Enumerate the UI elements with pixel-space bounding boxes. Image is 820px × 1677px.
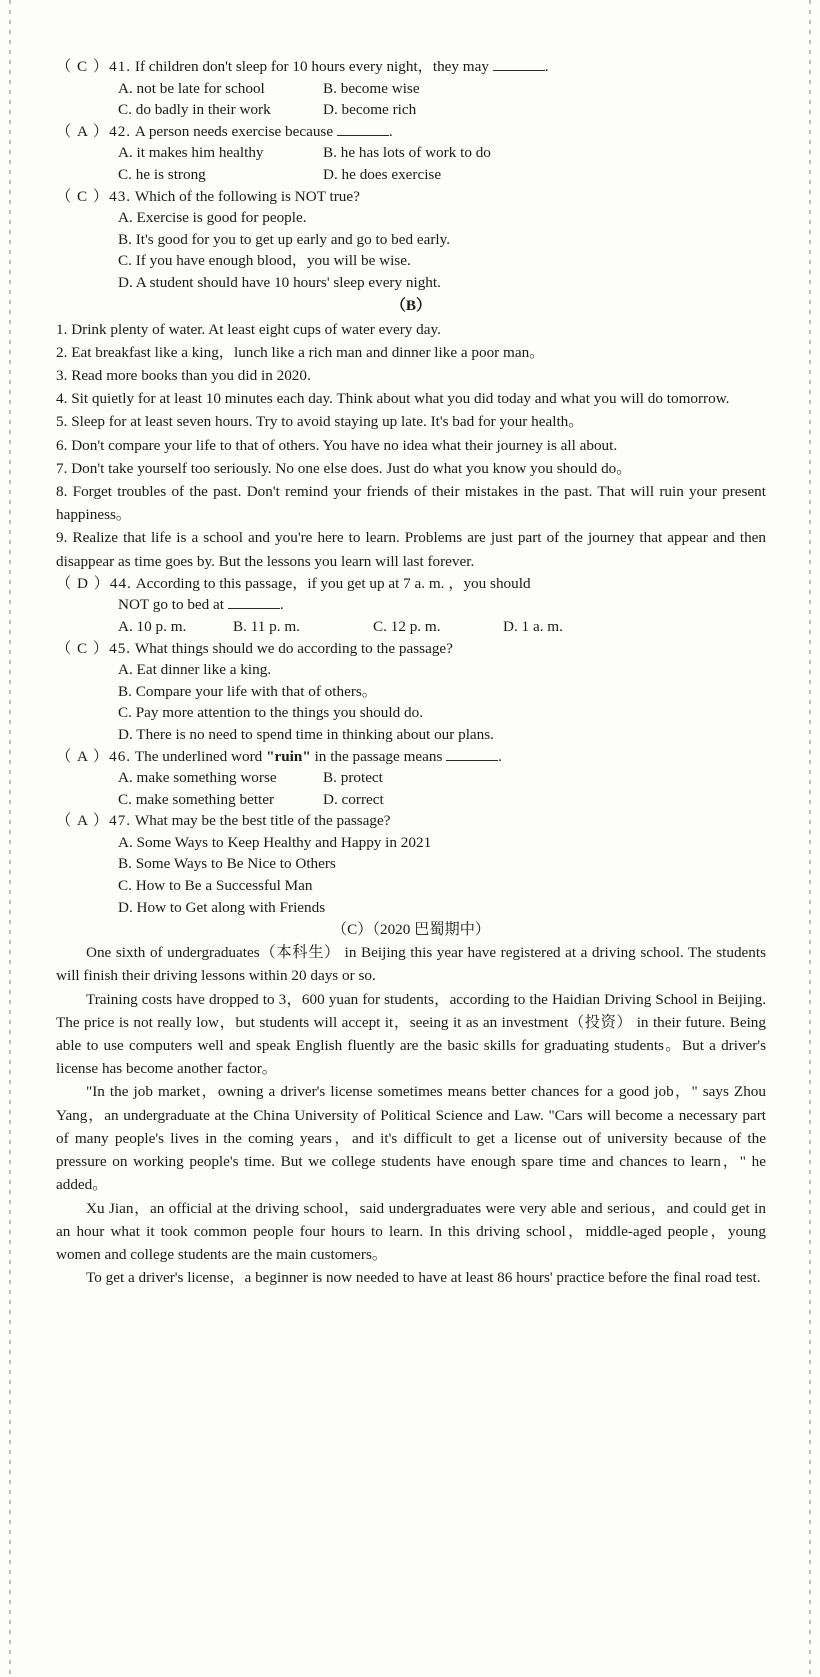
question-41-options-row1 (56, 78, 766, 100)
left-margin-dots (9, 0, 11, 1677)
passage-b-item-9: 9. Realize that life is a school and you're here to learn. Problems are just part of the journey that appear and then disappear as time goes by. But the lessons you learn will last forever. (56, 529, 766, 570)
passage-c-paragraph-3: "In the job market，owning a driver's license sometimes means better chances for a good job，" says Zhou Yang，an undergraduate at the China University of Political Science and Law. "Cars will become a necessary part of many people's lives in the coming years，and it's difficult to get a license out of university because of the pressure on working people's time. But we college students have enough spare time and chances to learn，" he added。 (56, 1083, 766, 1194)
question-42-options-row1 (56, 142, 766, 164)
question-41-blank (493, 57, 545, 71)
section-b-heading: （B） (390, 296, 432, 314)
question-46-stem-pre: The underlined word (134, 747, 267, 765)
question-42-option-c: C. he is strong (118, 165, 206, 183)
question-47-stem: What may be the best title of the passage? (134, 812, 391, 830)
question-41-answer: （ C ）41. (56, 58, 132, 75)
question-46-option-d: D. correct (323, 790, 384, 808)
passage-b-item-7: 7. Don't take yourself too seriously. No one else does. Just do what you know you should do。 (56, 459, 632, 477)
passage-c-paragraph-5: To get a driver's license，a beginner is now needed to have at least 86 hours' practice before the final road test. (86, 1269, 761, 1287)
question-42-options-row2 (56, 164, 766, 186)
question-44-answer: （ D ）44. (56, 574, 132, 592)
question-42-blank (337, 122, 389, 136)
question-46-options-row1 (56, 767, 766, 789)
question-44-stem-line2 (56, 594, 766, 616)
question-44-stem: According to this passage，if you get up at 7 a. m. ，you should (135, 574, 531, 592)
question-46-option-c: C. make something better (118, 790, 275, 808)
question-45-option-b: B. Compare your life with that of others。 (118, 682, 377, 700)
passage-b-item-3: 3. Read more books than you did in 2020. (56, 366, 311, 384)
passage-b-item-8: 8. Forget troubles of the past. Don't remind your friends of their mistakes in the past. That will ruin your present happiness。 (56, 482, 766, 524)
question-42-option-a: A. it makes him healthy (118, 144, 264, 162)
question-44-option-c: C. 12 p. m. (373, 617, 441, 635)
question-45-answer: （ C ）45. (56, 639, 132, 657)
passage-c-paragraph-2: Training costs have dropped to 3，600 yuan for students，according to the Haidian Driving School in Beijing. The price is not really low，but students will accept it，seeing it as an investment（投资） in their future. Being able to use computers well and speak English fluently are the basic skills for graduating students。But a driver's license has become another factor。 (56, 990, 766, 1078)
question-43-stem: Which of the following is NOT true? (134, 187, 360, 205)
question-42-answer: （ A ）42. (56, 122, 132, 140)
question-47 (56, 810, 766, 832)
question-46-option-a: A. make something worse (118, 769, 277, 787)
question-45-stem: What things should we do according to the passage? (134, 639, 453, 657)
question-41-option-c: C. do badly in their work (118, 101, 271, 119)
passage-c-paragraph-1: One sixth of undergraduates（本科生） in Beijing this year have registered at a driving school. The students will finish their driving lessons within 20 days or so. (56, 944, 766, 985)
question-46-blank (446, 747, 498, 761)
question-44-blank (228, 595, 280, 609)
question-43-option-a: A. Exercise is good for people. (118, 209, 307, 227)
question-45 (56, 638, 766, 660)
question-44-option-b: B. 11 p. m. (233, 617, 300, 635)
passage-c-paragraph-4: Xu Jian，an official at the driving school，said undergraduates were very able and serious，and could get in an hour what it took common people four hours to learn. In this driving school，middle-aged people，young women and college students are the main customers。 (56, 1199, 766, 1263)
right-margin-dots (809, 0, 811, 1677)
question-45-option-a: A. Eat dinner like a king. (118, 661, 272, 679)
question-44-option-d: D. 1 a. m. (503, 617, 563, 635)
question-44-stem-cont: NOT go to bed at (118, 596, 225, 614)
question-44 (56, 573, 766, 595)
passage-b-item-2: 2. Eat breakfast like a king，lunch like a rich man and dinner like a poor man。 (56, 343, 545, 361)
passage-b-item-1: 1. Drink plenty of water. At least eight cups of water every day. (56, 320, 441, 338)
question-41-options-row2 (56, 99, 766, 121)
question-42 (56, 121, 766, 143)
question-47-answer: （ A ）47. (56, 812, 132, 830)
question-45-option-c: C. Pay more attention to the things you should do. (118, 704, 423, 722)
question-41-option-b: B. become wise (323, 79, 420, 97)
passage-b-item-5: 5. Sleep for at least seven hours. Try to avoid staying up late. It's bad for your health。 (56, 413, 584, 431)
question-43-option-c: C. If you have enough blood，you will be wise. (118, 252, 411, 270)
question-44-option-a: A. 10 p. m. (118, 617, 187, 635)
question-41-option-a: A. not be late for school (118, 79, 265, 97)
question-42-stem: A person needs exercise because (134, 122, 334, 140)
question-44-trailing: . (279, 596, 284, 614)
question-46 (56, 746, 766, 768)
question-42-option-b: B. he has lots of work to do (323, 144, 491, 162)
question-46-answer: （ A ）46. (56, 747, 132, 765)
question-46-options-row2 (56, 789, 766, 811)
question-46-option-b: B. protect (323, 769, 383, 787)
question-41-stem: If children don't sleep for 10 hours every night，they may (134, 58, 489, 75)
passage-b-item-6: 6. Don't compare your life to that of others. You have no idea what their journey is all about. (56, 436, 618, 454)
question-47-option-d: D. How to Get along with Friends (118, 898, 326, 916)
question-46-stem-post: in the passage means (310, 747, 443, 765)
question-42-trailing: . (388, 122, 393, 140)
passage-b-item-4: 4. Sit quietly for at least 10 minutes each day. Think about what you did today and what you will do tomorrow. (56, 390, 730, 408)
question-47-option-c: C. How to Be a Successful Man (118, 877, 313, 895)
question-43 (56, 186, 766, 208)
section-c-heading: （C）（2020 巴蜀期中） (331, 921, 491, 939)
question-43-option-b: B. It's good for you to get up early and go to bed early. (118, 230, 451, 248)
question-43-answer: （ C ）43. (56, 187, 132, 205)
question-42-option-d: D. he does exercise (323, 165, 442, 183)
question-44-options (56, 616, 766, 638)
question-41-trailing: . (544, 58, 549, 75)
question-45-option-d: D. There is no need to spend time in thinking about our plans. (118, 725, 494, 743)
question-46-trailing: . (498, 747, 502, 765)
question-47-option-b: B. Some Ways to Be Nice to Others (118, 855, 336, 873)
question-46-underlined-word: "ruin" (266, 747, 311, 765)
question-43-option-d: D. A student should have 10 hours' sleep every night. (118, 273, 441, 291)
question-47-option-a: A. Some Ways to Keep Healthy and Happy in 2021 (118, 833, 432, 851)
question-41-option-d: D. become rich (323, 101, 417, 119)
question-41 (56, 56, 766, 78)
page-content (56, 56, 766, 1289)
